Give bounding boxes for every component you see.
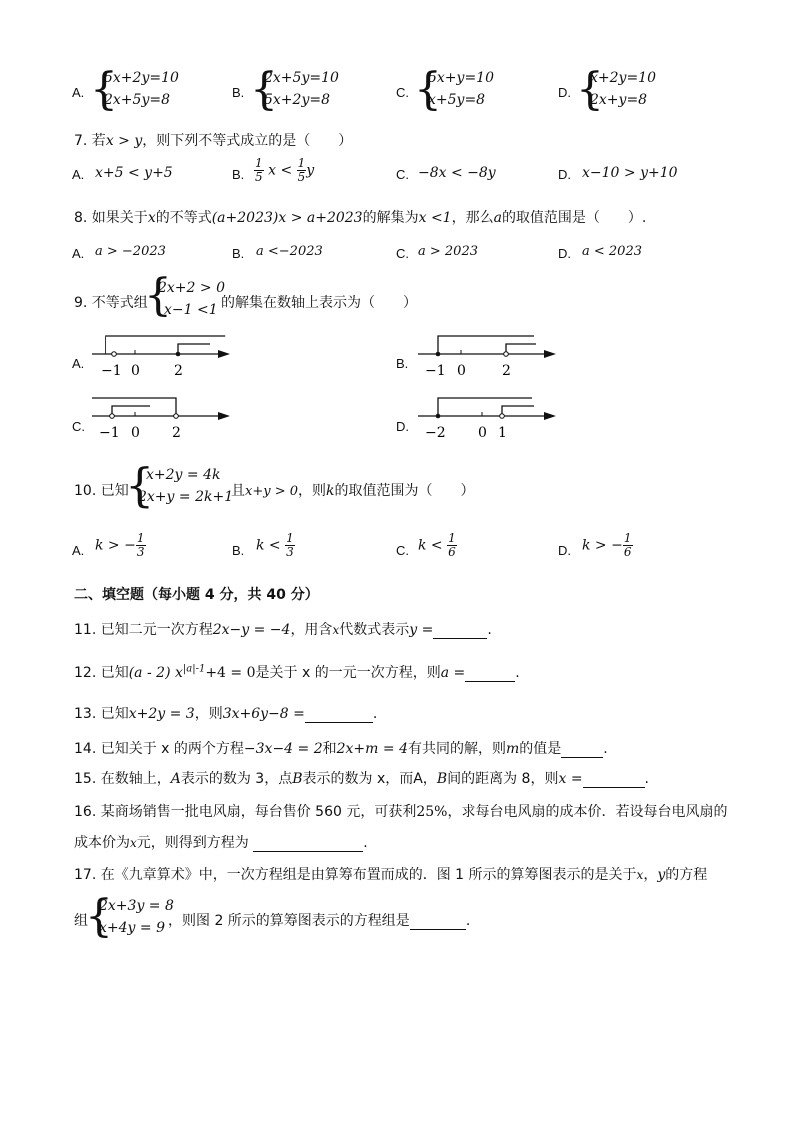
q10-option-c-text: k < $\frac{1}{6}$ [418, 531, 456, 559]
q9-option-b-number-line [416, 330, 566, 380]
q13: 13. 已知x+2y = 3，则3x+6y−8 = . [74, 706, 378, 722]
q9-suffix: 的解集在数轴上表示为（ ） [221, 295, 417, 311]
q12: 12. 已知(a - 2) $x^{|a|-1}+4 = 0$是关于 x 的一元一次方程，则a = . [74, 663, 520, 681]
answer-blank[interactable] [433, 624, 487, 639]
q7-option-a-label: A. [72, 167, 85, 182]
q6-option-b-system [264, 67, 339, 111]
q10-system [138, 464, 233, 508]
q7-stem: 7. 若x > y，则下列不等式成立的是（ ） [74, 133, 353, 149]
brace-icon: { [576, 64, 604, 115]
fraction: $\frac{1}{6}$ [623, 531, 632, 559]
q10-option-a-text: k > − $\frac{1}{3}$ [95, 531, 145, 559]
q10-option-b-label: B. [232, 543, 245, 558]
q6-option-a-label: A. [72, 85, 85, 100]
q8-option-a-text: a > −2023 [95, 244, 166, 259]
tick-label: 2 [172, 425, 181, 441]
q6-option-c-system [428, 67, 494, 111]
q10-option-a-label: A. [72, 543, 85, 558]
q9-prefix: 9. 不等式组 [74, 295, 148, 311]
equation: x+5y=8 [428, 92, 486, 108]
q9-option-c-number-line [90, 392, 240, 442]
answer-blank[interactable] [253, 837, 363, 852]
q7-option-d-text: x−10 > y+10 [582, 165, 678, 181]
q9-option-b-label: B. [396, 356, 409, 371]
q15: 15. 在数轴上，A表示的数为 3，点B表示的数为 x，而A，B间的距离为 8，则x = . [74, 771, 649, 787]
equation: x+2y = 4k [146, 467, 221, 483]
q7-option-c-text: −8x < −8y [418, 165, 496, 181]
q8-option-a-label: A. [72, 246, 85, 261]
q7-option-c-label: C. [396, 167, 409, 182]
q9-option-c-label: C. [72, 419, 85, 434]
tick-label: 0 [131, 363, 140, 379]
q14: 14. 已知关于 x 的两个方程−3x−4 = 2和2x+m = 4有共同的解，则m的值是 . [74, 741, 608, 757]
q8-stem: 8. 如果关于x的不等式(a+2023)x > a+2023的解集为x <1，那么a的取值范围是（ ）. [74, 210, 647, 226]
q8-option-d-text: a < 2023 [582, 244, 642, 259]
q17-system [99, 895, 174, 939]
q9-system [158, 277, 225, 321]
q16-line2: 成本价为x元，则得到方程为 . [74, 835, 368, 851]
q9-option-a-number-line [90, 330, 240, 380]
fraction: $\frac{1}{5}$ [297, 156, 306, 184]
answer-blank[interactable] [465, 667, 515, 682]
q16-line1: 16. 某商场销售一批电风扇，每台售价 560 元，可获利25%，求每台电风扇的成本价．若设每台电风扇的 [74, 804, 728, 820]
tick-label: 0 [457, 363, 466, 379]
equation: 2x+5y=10 [264, 70, 339, 86]
brace-icon: { [144, 270, 172, 321]
fraction: $\frac{1}{3}$ [136, 531, 145, 559]
tick-label: −1 [99, 425, 120, 441]
equation: 2x+2 > 0 [158, 280, 225, 296]
q7-option-d-label: D. [558, 167, 571, 182]
answer-blank[interactable] [561, 743, 603, 758]
brace-icon: { [90, 64, 118, 115]
fraction: $\frac{1}{6}$ [448, 531, 456, 559]
q8-option-c-label: C. [396, 246, 409, 261]
equation: x+2y=10 [590, 70, 656, 86]
q6-option-a-system [104, 67, 179, 111]
q17-line1: 17. 在《九章算术》中，一次方程组是由算筹布置而成的．图 1 所示的算筹图表示的是关于x，y的方程 [74, 867, 708, 883]
tick-label: 0 [478, 425, 487, 441]
q7-option-b-text: $\frac{1}{5}$ x < $\frac{1}{5}$ y [255, 156, 315, 184]
q10-option-b-text: k < $\frac{1}{3}$ [256, 531, 294, 559]
q6-option-d-label: D. [558, 85, 571, 100]
brace-icon: { [125, 458, 155, 512]
q10-option-c-label: C. [396, 543, 409, 558]
q7-option-a-text: x+5 < y+5 [95, 165, 173, 181]
q6-option-c-label: C. [396, 85, 409, 100]
q9-option-a-label: A. [72, 356, 85, 371]
q8-option-b-text: a <−2023 [256, 244, 323, 259]
equation: 2x+5y=8 [104, 92, 170, 108]
equation: 2x+3y = 8 [99, 898, 174, 914]
q8-option-b-label: B. [232, 246, 245, 261]
q8-option-c-text: a > 2023 [418, 244, 478, 259]
q10-option-d-label: D. [558, 543, 571, 558]
equation: 5x+2y=10 [104, 70, 179, 86]
tick-label: −1 [425, 363, 446, 379]
brace-icon: { [414, 64, 442, 115]
q6-option-b-label: B. [232, 85, 245, 100]
q10-option-d-text: k > − $\frac{1}{6}$ [582, 531, 632, 559]
q7-option-b-label: B. [232, 167, 245, 182]
equation: 5x+2y=8 [264, 92, 330, 108]
q8-option-d-label: D. [558, 246, 571, 261]
equation: 2x+y=8 [590, 92, 648, 108]
answer-blank[interactable] [410, 915, 466, 930]
fraction: $\frac{1}{5}$ [255, 156, 263, 184]
q11: 11. 已知二元一次方程2x−y = −4，用含x代数式表示y = . [74, 622, 492, 638]
brace-icon: { [250, 64, 278, 115]
tick-label: 0 [131, 425, 140, 441]
answer-blank[interactable] [305, 708, 373, 723]
tick-label: −1 [101, 363, 122, 379]
equation: 2x+y = 2k+1 [138, 489, 234, 505]
q10-suffix: 且x+y > 0，则k的取值范围为（ ） [231, 483, 475, 499]
q10-prefix: 10. 已知 [74, 483, 129, 499]
q9-option-d-number-line [416, 392, 566, 442]
q17-line2-prefix: 组 [74, 913, 88, 929]
equation: x−1 <1 [164, 302, 218, 318]
brace-icon: { [85, 891, 113, 942]
equation: x+4y = 9 [99, 920, 165, 936]
equation: 5x+y=10 [428, 70, 494, 86]
q9-option-d-label: D. [396, 419, 409, 434]
answer-blank[interactable] [583, 773, 645, 788]
tick-label: 2 [174, 363, 183, 379]
tick-label: 1 [498, 425, 507, 441]
fraction: $\frac{1}{3}$ [286, 531, 294, 559]
q6-option-d-system [590, 67, 656, 111]
q17-line2-suffix: ，则图 2 所示的算筹图表示的方程组是 . [168, 913, 471, 929]
tick-label: 2 [502, 363, 511, 379]
section-title: 二、填空题（每小题 4 分，共 40 分） [74, 587, 319, 603]
tick-label: −2 [425, 425, 446, 441]
